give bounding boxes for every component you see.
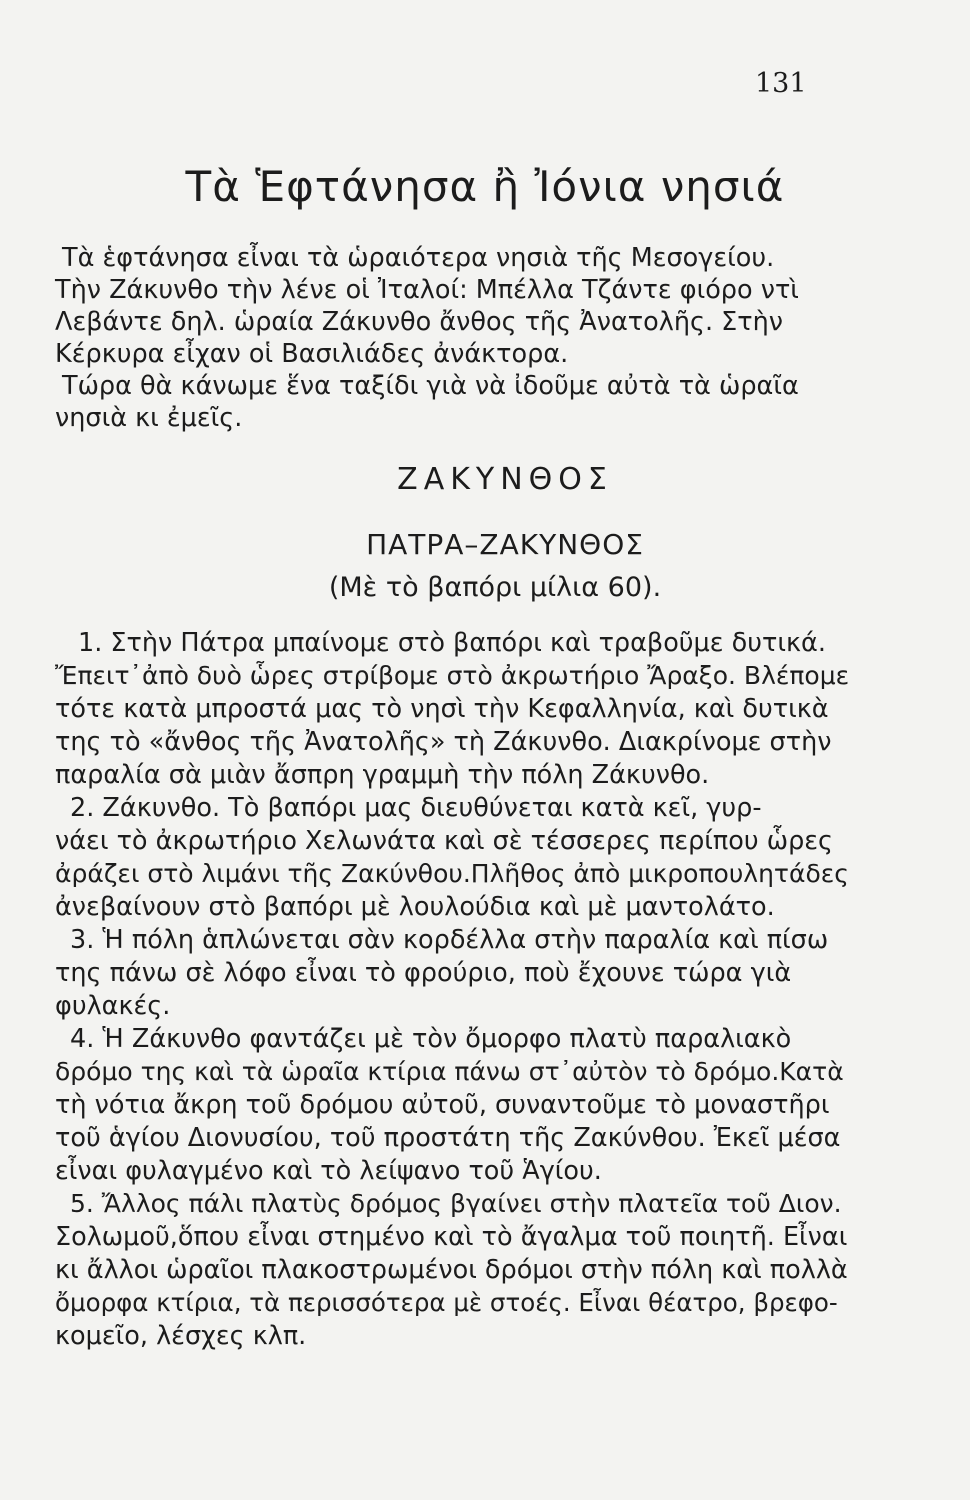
text-line: Λεβάντε δηλ. ὡραία Ζάκυνθο ἄνθος τῆς Ἀνατολῆς. Στὴν — [55, 307, 784, 337]
chapter-title: Τὰ Ἑφτάνησα ἢ Ἰόνια νησιά — [185, 162, 785, 211]
page-number: 131 — [755, 68, 807, 99]
text-line: 2. Ζάκυνθο. Τὸ βαπόρι μας διευθύνεται κατὰ κεῖ, γυρ- — [70, 793, 762, 823]
text-line: κομεῖο, λέσχες κλπ. — [55, 1321, 307, 1351]
text-line: ἀράζει στὸ λιμάνι τῆς Ζακύνθου.Πλῆθος ἀπὸ μικροπουλητάδες — [55, 859, 849, 888]
text-line: Σολωμοῦ,ὅπου εἶναι στημένο καὶ τὸ ἄγαλμα τοῦ ποιητῆ. Εἶναι — [55, 1222, 848, 1252]
text-line: 4. Ἡ Ζάκυνθο φαντάζει μὲ τὸν ὄμορφο πλατὺ παραλιακὸ — [70, 1024, 792, 1054]
text-line: εἶναι φυλαγμένο καὶ τὸ λείψανο τοῦ Ἁγίου. — [55, 1156, 602, 1186]
text-line: τὴ νότια ἄκρη τοῦ δρόμου αὐτοῦ, συναντοῦμε τὸ μοναστῆρι — [55, 1090, 830, 1120]
text-line: παραλία σὰ μιὰν ἄσπρη γραμμὴ τὴν πόλη Ζάκυνθο. — [55, 760, 710, 790]
text-line: 3. Ἡ πόλη ἁπλώνεται σὰν κορδέλλα στὴν παραλία καὶ πίσω — [70, 925, 829, 955]
text-line: Ἔπειτ᾽ἀπὸ δυὸ ὧρες στρίβομε στὸ ἀκρωτήριο Ἄραξο. Βλέπομε — [55, 661, 850, 690]
text-line: Τὰ ἑφτάνησα εἶναι τὰ ὡραιότερα νησιὰ τῆς Μεσογείου. — [62, 243, 775, 273]
text-line: τοῦ ἁγίου Διονυσίου, τοῦ προστάτη τῆς Ζακύνθου. Ἐκεῖ μέσα — [55, 1123, 841, 1153]
text-line: φυλακές. — [55, 991, 171, 1021]
text-line: 1. Στὴν Πάτρα μπαίνομε στὸ βαπόρι καὶ τραβοῦμε δυτικά. — [78, 628, 826, 658]
text-line: της πάνω σὲ λόφο εἶναι τὸ φρούριο, ποὺ ἔχουνε τώρα γιὰ — [55, 958, 792, 988]
text-line: νάει τὸ ἀκρωτήριο Χελωνάτα καὶ σὲ τέσσερες περίπου ὧρες — [55, 826, 834, 856]
text-line: νησιὰ κι ἐμεῖς. — [55, 403, 243, 433]
text-line: Τὴν Ζάκυνθο τὴν λένε οἱ Ἰταλοί: Μπέλλα Τζάντε φιόρο ντὶ — [55, 275, 799, 305]
text-line: ὄμορφα κτίρια, τὰ περισσότερα μὲ στοές. Εἶναι θέατρο, βρεφο- — [55, 1288, 838, 1317]
text-line: Κέρκυρα εἶχαν οἱ Βασιλιάδες ἀνάκτορα. — [55, 339, 569, 369]
text-line: δρόμο της καὶ τὰ ὡραῖα κτίρια πάνω στ᾽αὐτὸν τὸ δρόμο.Κατὰ — [55, 1057, 844, 1086]
route-heading: ΠΑΤΡΑ–ΖΑΚΥΝΘΟΣ — [366, 528, 644, 561]
text-line: Τώρα θὰ κάνωμε ἕνα ταξίδι γιὰ νὰ ἰδοῦμε αὐτὰ τὰ ὡραῖα — [62, 371, 799, 401]
text-line: κι ἄλλοι ὡραῖοι πλακοστρωμένοι δρόμοι στὴν πόλη καὶ πολλὰ — [55, 1255, 848, 1285]
text-line: ἀνεβαίνουν στὸ βαπόρι μὲ λουλούδια καὶ μὲ μαντολάτο. — [55, 892, 775, 922]
text-line: της τὸ «ἄνθος τῆς Ἀνατολῆς» τὴ Ζάκυνθο. Διακρίνομε στὴν — [55, 727, 832, 757]
route-note: (Μὲ τὸ βαπόρι μίλια 60). — [328, 572, 662, 603]
section-heading: ΖΑΚΥΝΘΟΣ — [397, 462, 613, 497]
text-line: τότε κατὰ μπροστά μας τὸ νησὶ τὴν Κεφαλληνία, καὶ δυτικὰ — [55, 694, 829, 724]
text-line: 5. Ἄλλος πάλι πλατὺς δρόμος βγαίνει στὴν πλατεῖα τοῦ Διον. — [70, 1189, 842, 1218]
